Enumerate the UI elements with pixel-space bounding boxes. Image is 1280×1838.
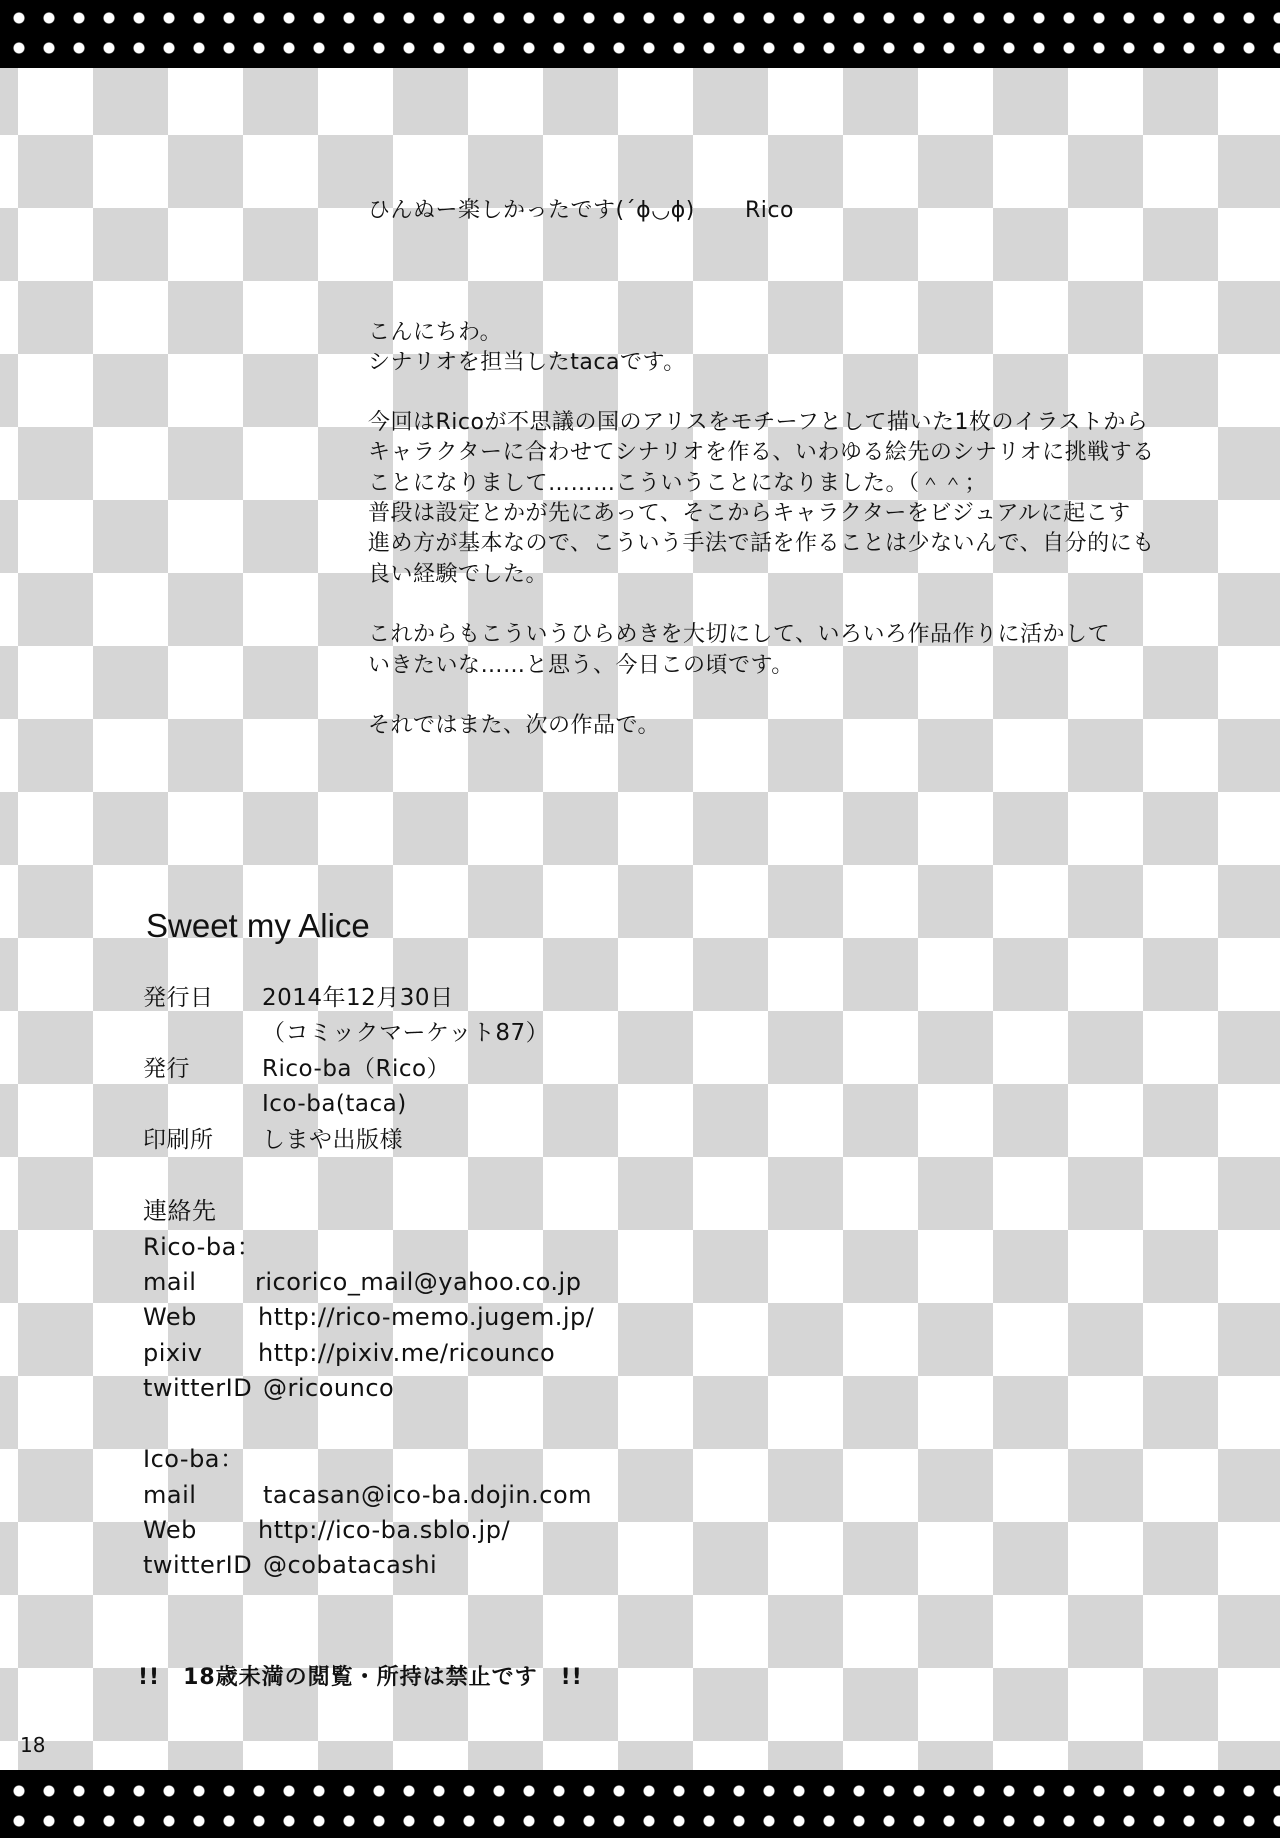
publisher-label: 発行 — [143, 1056, 190, 1082]
publish-date-label: 発行日 — [143, 985, 214, 1011]
ico-web-label: Web — [143, 1516, 197, 1544]
rico-web-label: Web — [143, 1303, 197, 1331]
rico-signature: Rico — [745, 198, 794, 223]
rico-comment: ひんぬー楽しかったです(´ɸ◡ɸ) — [368, 198, 695, 223]
printer-label: 印刷所 — [143, 1127, 214, 1153]
message-line: 良い経験でした。 — [368, 562, 549, 587]
rico-mail-link[interactable]: ricorico_mail@yahoo.co.jp — [255, 1268, 582, 1296]
ico-mail-link[interactable]: tacasan@ico-ba.dojin.com — [263, 1481, 593, 1509]
rico-pixiv-link[interactable]: http://pixiv.me/ricounco — [258, 1339, 556, 1367]
ico-twitter-handle[interactable]: @cobatacashi — [263, 1551, 438, 1579]
message-line: ことになりまして………こういうことになりました。（＾＾； — [368, 471, 988, 496]
rico-twitter-label: twitterID — [143, 1374, 253, 1402]
printer-value: しまや出版様 — [262, 1127, 403, 1153]
message-line: 普段は設定とかが先にあって、そこからキャラクターをビジュアルに起こす — [368, 501, 1131, 526]
rico-web-link[interactable]: http://rico-memo.jugem.jp/ — [258, 1303, 595, 1331]
book-title: Sweet my Alice — [146, 907, 370, 944]
page-number: 18 — [20, 1733, 46, 1757]
message-line: 進め方が基本なので、こういう手法で話を作ることは少ないんで、自分的にも — [368, 531, 1155, 556]
rico-pixiv-label: pixiv — [143, 1339, 203, 1367]
message-line: それではまた、次の作品で。 — [368, 713, 661, 738]
publisher-value: Ico-ba(taca) — [262, 1091, 407, 1117]
event-name: （コミックマーケット87） — [262, 1020, 550, 1046]
ico-ba-name: Ico-ba： — [143, 1445, 245, 1473]
message-line: シナリオを担当したtacaです。 — [368, 350, 686, 375]
message-line: これからもこういうひらめきを大切にして、いろいろ作品作りに活かして — [368, 622, 1111, 647]
message-line: こんにちわ。 — [368, 320, 503, 345]
message-line: 今回はRicoが不思議の国のアリスをモチーフとして描いた1枚のイラストから — [368, 410, 1149, 435]
publisher-value: Rico-ba（Rico） — [262, 1056, 451, 1082]
rico-mail-label: mail — [143, 1268, 197, 1296]
age-restriction-warning: !! 18歳未満の閲覧・所持は禁止です !! — [138, 1665, 583, 1690]
ico-twitter-label: twitterID — [143, 1551, 253, 1579]
message-line: いきたいな……と思う、今日この頃です。 — [368, 653, 794, 678]
publish-date-value: 2014年12月30日 — [262, 985, 454, 1011]
contact-heading: 連絡先 — [143, 1197, 217, 1225]
ico-web-link[interactable]: http://ico-ba.sblo.jp/ — [258, 1516, 511, 1544]
rico-ba-name: Rico-ba： — [143, 1233, 262, 1261]
message-line: キャラクターに合わせてシナリオを作る、いわゆる絵先のシナリオに挑戦する — [368, 440, 1155, 465]
rico-twitter-handle[interactable]: @ricounco — [263, 1374, 395, 1402]
ico-mail-label: mail — [143, 1481, 197, 1509]
